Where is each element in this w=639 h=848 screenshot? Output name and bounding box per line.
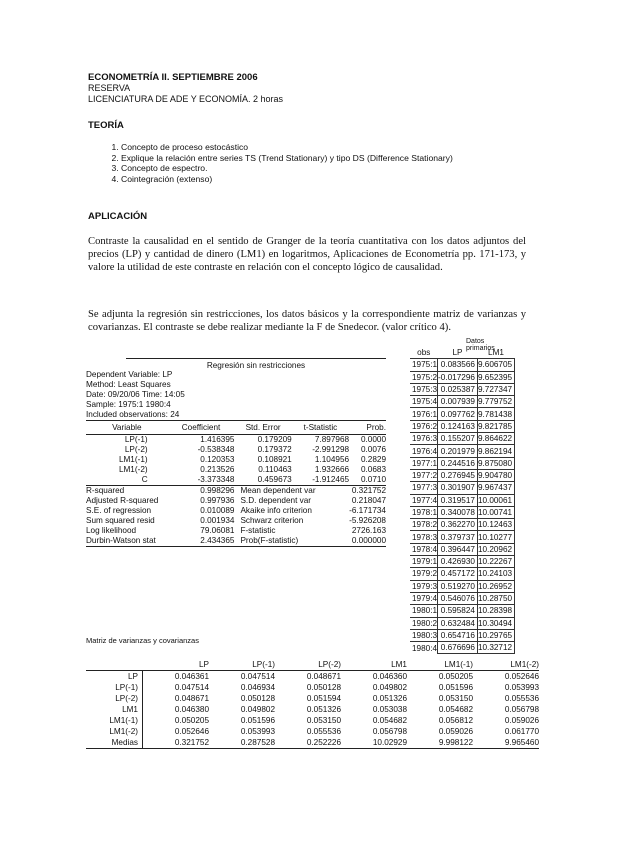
obs-label: 1979:3 <box>412 581 438 591</box>
lm1-value: 10.24103 <box>477 568 514 580</box>
matrix-cell: 0.059026 <box>438 727 473 736</box>
theory-heading: TEORÍA <box>88 120 124 131</box>
stats-row <box>86 496 386 506</box>
table-row <box>86 455 386 465</box>
covariance-caption: Matriz de varianzas y covarianzas <box>86 636 199 645</box>
column-header: LM1 <box>488 348 504 358</box>
obs-label: 1978:1 <box>412 508 438 517</box>
obs-label: 1977:1 <box>412 458 438 468</box>
obs-label: 1980:3 <box>412 630 438 640</box>
obs-label: 1978:2 <box>412 520 438 530</box>
matrix-cell: 0.054682 <box>372 716 407 725</box>
prob: 0.0710 <box>360 475 386 484</box>
matrix-cell: 0.056798 <box>372 727 407 736</box>
lp-value: 0.244516 <box>438 457 478 469</box>
variable-name: LP(-2) <box>124 445 148 454</box>
lm1-value: 10.28398 <box>477 605 514 617</box>
lp-value: 0.396447 <box>438 543 478 555</box>
column-header: LM1 <box>391 660 407 669</box>
obs-label: 1976:4 <box>412 446 438 456</box>
matrix-cell: 0.053038 <box>372 705 407 714</box>
row-header: LM1(-2) <box>86 726 143 737</box>
matrix-cell: 0.046934 <box>240 683 275 692</box>
stat-value: 0.997936 <box>200 496 235 505</box>
theory-item: 3. Concepto de espectro. <box>121 163 541 174</box>
column-header: t-Statistic <box>292 421 349 435</box>
row-header: LM1 <box>86 704 143 715</box>
regression-info-line: Included observations: 24 <box>86 410 180 419</box>
obs-label: 1975:1 <box>412 360 438 370</box>
exam-subtitle-degree: LICENCIATURA DE ADE Y ECONOMÍA. 2 horas <box>88 94 284 104</box>
std-error: 0.179372 <box>257 445 292 454</box>
column-header: obs <box>417 348 431 358</box>
column-header: Coefficient <box>168 421 235 435</box>
lp-value: 0.379737 <box>438 531 478 543</box>
t-statistic: 7.897968 <box>314 435 350 444</box>
obs-label: 1979:1 <box>412 557 438 567</box>
column-header: LP <box>452 348 463 358</box>
table-row <box>86 465 386 475</box>
table-row <box>86 671 539 683</box>
stat-value: 0.001934 <box>200 516 235 525</box>
matrix-cell: 0.050128 <box>240 694 275 703</box>
stat-value: 0.010089 <box>200 506 235 515</box>
matrix-cell: 0.051326 <box>372 694 407 703</box>
column-header: LP(-2) <box>318 660 341 669</box>
stat-label: S.D. dependent var <box>240 496 312 505</box>
stat-label: F-statistic <box>240 526 276 535</box>
lm1-value: 10.30494 <box>477 617 514 629</box>
lp-value: 0.426930 <box>438 556 478 568</box>
stats-row <box>86 526 386 536</box>
table-row <box>410 494 515 506</box>
stat-label: R-squared <box>86 486 168 497</box>
table-row <box>86 445 386 455</box>
t-statistic: 1.104956 <box>314 455 350 464</box>
stat-label: Durbin-Watson stat <box>86 536 168 547</box>
lp-value: 0.362270 <box>438 519 478 531</box>
matrix-cell: 0.051326 <box>306 705 341 714</box>
matrix-cell: 0.061770 <box>504 727 539 736</box>
matrix-cell: 0.047514 <box>174 683 209 692</box>
data-table-caption: Datos primarios <box>466 338 495 352</box>
matrix-cell: 0.056812 <box>438 716 473 725</box>
lm1-value: 10.32712 <box>477 642 514 654</box>
regression-info-line: Sample: 1975:1 1980:4 <box>86 400 171 409</box>
prob: 0.0000 <box>360 435 386 444</box>
matrix-cell: 9.965460 <box>473 737 539 749</box>
regression-output <box>86 358 386 547</box>
variable-name: LM1(-2) <box>118 465 148 474</box>
matrix-cell: 9.998122 <box>407 737 473 749</box>
table-row <box>410 469 515 481</box>
table-row <box>410 359 515 371</box>
obs-label: 1977:2 <box>412 471 438 481</box>
matrix-cell: 0.059026 <box>504 716 539 725</box>
lp-value: 0.595824 <box>438 605 478 617</box>
theory-item: 4. Cointegración (extenso) <box>121 174 541 185</box>
lp-value: 0.007939 <box>438 396 478 408</box>
row-header: LP(-2) <box>86 693 143 704</box>
regression-table <box>86 420 386 547</box>
lm1-value: 10.20962 <box>477 543 514 555</box>
table-row <box>410 396 515 408</box>
lm1-value: 9.779752 <box>477 396 514 408</box>
lm1-value: 10.26952 <box>477 580 514 592</box>
matrix-cell: 0.054682 <box>438 705 473 714</box>
table-row <box>410 433 515 445</box>
lm1-value: 9.862194 <box>477 445 514 457</box>
lp-value: 0.097762 <box>438 408 478 420</box>
stat-value: 0.998296 <box>168 486 235 497</box>
application-heading: APLICACIÓN <box>88 211 148 222</box>
obs-label: 1980:1 <box>412 606 438 616</box>
lp-value: 0.025387 <box>438 383 478 395</box>
table-row <box>410 420 515 432</box>
matrix-cell: 0.051596 <box>438 683 473 692</box>
std-error: 0.179209 <box>257 435 292 444</box>
table-row <box>410 408 515 420</box>
lm1-value: 10.00061 <box>477 494 514 506</box>
stat-value: 0.000000 <box>349 536 386 547</box>
stat-value: 0.321752 <box>349 486 386 497</box>
regression-title: Regresión sin restricciones <box>126 358 386 370</box>
std-error: 0.110463 <box>258 465 292 474</box>
theory-list <box>107 142 541 184</box>
table-row <box>410 617 515 629</box>
table-row <box>410 580 515 592</box>
stats-row <box>86 486 386 497</box>
lp-value: 0.676696 <box>438 642 478 654</box>
matrix-cell: 0.252226 <box>275 737 341 749</box>
column-header: LP <box>198 660 209 669</box>
prob: 0.0683 <box>360 465 386 474</box>
lm1-value: 10.00741 <box>477 506 514 518</box>
table-row <box>410 457 515 469</box>
lm1-value: 10.12463 <box>477 519 514 531</box>
matrix-cell: 0.287528 <box>209 737 275 749</box>
matrix-cell: 0.048671 <box>174 694 209 703</box>
stat-label: Adjusted R-squared <box>86 496 159 505</box>
table-row <box>410 445 515 457</box>
obs-label: 1978:4 <box>412 544 438 554</box>
lm1-value: 9.864622 <box>477 433 514 445</box>
table-row <box>410 371 515 383</box>
lm1-value: 9.821785 <box>477 420 514 432</box>
table-row <box>86 693 539 704</box>
lp-value: 0.340078 <box>438 506 478 518</box>
obs-label: 1979:4 <box>412 594 438 604</box>
stat-value: 0.218047 <box>351 496 386 505</box>
table-row <box>410 568 515 580</box>
stats-row <box>86 506 386 516</box>
variable-name: LP(-1) <box>124 435 148 444</box>
lm1-value: 9.606705 <box>477 359 514 371</box>
lm1-value: 9.967437 <box>477 482 514 494</box>
t-statistic: 1.932666 <box>314 465 350 474</box>
exam-subtitle-reserva: RESERVA <box>88 83 131 93</box>
table-row <box>410 605 515 617</box>
lp-value: 0.276945 <box>438 469 478 481</box>
matrix-cell: 0.055536 <box>306 727 341 736</box>
prob: 0.0076 <box>360 445 386 454</box>
regression-info-line: Method: Least Squares <box>86 380 171 389</box>
variable-name: LM1(-1) <box>118 455 148 464</box>
obs-label: 1976:3 <box>412 434 438 444</box>
lp-value: 0.457172 <box>438 568 478 580</box>
obs-label: 1975:2 <box>412 372 438 382</box>
matrix-cell: 0.053150 <box>438 694 473 703</box>
lm1-value: 9.875080 <box>477 457 514 469</box>
column-header: Variable <box>86 421 168 435</box>
lm1-value: 10.22267 <box>477 556 514 568</box>
row-header: LP <box>86 671 143 683</box>
lm1-value: 10.10277 <box>477 531 514 543</box>
lm1-value: 9.904780 <box>477 469 514 481</box>
stat-label: S.E. of regression <box>86 506 152 515</box>
lm1-value: 10.29765 <box>477 629 514 641</box>
t-statistic: -2.991298 <box>312 445 350 454</box>
matrix-cell: 0.046380 <box>174 705 209 714</box>
column-header: Prob. <box>349 421 386 435</box>
table-row <box>410 531 515 543</box>
coefficient: 0.213526 <box>200 465 235 474</box>
stat-label: Schwarz criterion <box>240 516 304 525</box>
table-row <box>410 556 515 568</box>
stat-value: -6.171734 <box>349 506 386 515</box>
matrix-cell: 0.050128 <box>306 683 341 692</box>
coefficient: 1.416395 <box>200 435 235 444</box>
column-header: Std. Error <box>234 421 291 435</box>
exam-title: ECONOMETRÍA II. SEPTIEMBRE 2006 <box>88 72 258 83</box>
matrix-cell: 0.052646 <box>174 727 209 736</box>
std-error: 0.108921 <box>257 455 292 464</box>
matrix-cell: 0.051594 <box>306 694 341 703</box>
matrix-cell: 0.046361 <box>143 671 210 683</box>
table-row <box>86 682 539 693</box>
stat-value: 79.06081 <box>200 526 235 535</box>
lp-value: 0.319517 <box>438 494 478 506</box>
matrix-cell: 0.047514 <box>209 671 275 683</box>
covariance-matrix <box>86 636 539 749</box>
coefficient: -0.538348 <box>197 445 235 454</box>
matrix-cell: 0.050205 <box>407 671 473 683</box>
table-row <box>86 704 539 715</box>
table-row <box>410 543 515 555</box>
matrix-cell: 0.052646 <box>473 671 539 683</box>
obs-label: 1977:4 <box>412 495 438 505</box>
lp-value: -0.017296 <box>438 371 478 383</box>
matrix-cell: 0.056798 <box>504 705 539 714</box>
obs-label: 1976:2 <box>412 421 438 431</box>
stat-label: Prob(F-statistic) <box>234 536 349 547</box>
lp-value: 0.201979 <box>438 445 478 457</box>
coefficient: 0.120353 <box>200 455 235 464</box>
application-paragraph-1: Contraste la causalidad en el sentido de Granger de la teoría cuantitativa con los datos adjuntos del precios (LP) y cantidad de dinero (LM1) en logaritmos, Aplicaciones de Econometría pp. 171-173, y valore la utilidad de este contraste en relación con el concepto lógico de causalidad. <box>88 236 526 274</box>
lp-value: 0.519270 <box>438 580 478 592</box>
matrix-cell: 0.046360 <box>341 671 407 683</box>
table-row <box>86 715 539 726</box>
lp-value: 0.124163 <box>438 420 478 432</box>
lp-value: 0.083566 <box>438 359 478 371</box>
row-header: Medias <box>86 737 143 749</box>
stat-value: -5.926208 <box>349 516 386 525</box>
row-header: LP(-1) <box>86 682 143 693</box>
variable-name: C <box>141 475 148 484</box>
std-error: 0.459673 <box>257 475 292 484</box>
theory-item: 2. Explique la relación entre series TS (Trend Stationary) y tipo DS (Difference Stationary) <box>121 153 541 164</box>
obs-label: 1979:2 <box>412 569 438 579</box>
matrix-cell: 0.053993 <box>240 727 275 736</box>
table-row <box>86 435 386 446</box>
regression-info-line: Dependent Variable: LP <box>86 370 173 379</box>
prob: 0.2829 <box>360 455 386 464</box>
stats-row <box>86 536 386 547</box>
lp-value: 0.546076 <box>438 592 478 604</box>
matrix-cell: 0.050205 <box>174 716 209 725</box>
stats-row <box>86 516 386 526</box>
table-row <box>86 475 386 486</box>
application-paragraph-2: Se adjunta la regresión sin restricciones, los datos básicos y la correspondiente matriz de varianzas y covarianzas. El contraste se debe realizar mediante la F de Snedecor. (valor crítico 4). <box>88 309 526 334</box>
column-header: LM1(-2) <box>510 660 539 669</box>
matrix-cell: 0.049802 <box>372 683 407 692</box>
lm1-value: 9.727347 <box>477 383 514 395</box>
table-row <box>410 506 515 518</box>
table-row <box>410 519 515 531</box>
theory-item: 1. Concepto de proceso estocástico <box>121 142 541 153</box>
matrix-cell: 0.053993 <box>504 683 539 692</box>
matrix-cell: 10.02929 <box>341 737 407 749</box>
stat-label: Akaike info criterion <box>240 506 312 515</box>
obs-label: 1980:4 <box>412 643 438 653</box>
stat-label: Log likelihood <box>86 526 137 535</box>
obs-label: 1980:2 <box>412 618 438 628</box>
obs-label: 1977:3 <box>412 483 438 493</box>
table-row <box>410 383 515 395</box>
coefficient: -3.373348 <box>197 475 235 484</box>
column-header: LP(-1) <box>252 660 275 669</box>
matrix-cell: 0.053150 <box>306 716 341 725</box>
stat-value: 2.434365 <box>168 536 235 547</box>
regression-info-line: Date: 09/20/06 Time: 14:05 <box>86 390 185 399</box>
lp-value: 0.654716 <box>438 629 478 641</box>
table-row <box>86 737 539 749</box>
lm1-value: 9.652395 <box>477 371 514 383</box>
obs-label: 1976:1 <box>412 409 438 419</box>
lm1-value: 10.28750 <box>477 592 514 604</box>
matrix-cell: 0.321752 <box>143 737 210 749</box>
stat-label: Sum squared resid <box>86 516 155 525</box>
stat-label: Mean dependent var <box>234 486 349 497</box>
matrix-cell: 0.055536 <box>504 694 539 703</box>
table-row <box>410 592 515 604</box>
table-row <box>410 482 515 494</box>
lm1-value: 9.781438 <box>477 408 514 420</box>
matrix-cell: 0.049802 <box>240 705 275 714</box>
lp-value: 0.155207 <box>438 433 478 445</box>
stat-value: 2726.163 <box>351 526 386 535</box>
row-header: LM1(-1) <box>86 715 143 726</box>
obs-label: 1975:4 <box>412 397 438 407</box>
obs-label: 1978:3 <box>412 532 438 542</box>
matrix-cell: 0.051596 <box>240 716 275 725</box>
t-statistic: -1.912465 <box>312 475 350 484</box>
lp-value: 0.301907 <box>438 482 478 494</box>
table-row <box>86 726 539 737</box>
lp-value: 0.632484 <box>438 617 478 629</box>
obs-label: 1975:3 <box>412 385 438 395</box>
column-header: LM1(-1) <box>444 660 473 669</box>
matrix-cell: 0.048671 <box>275 671 341 683</box>
